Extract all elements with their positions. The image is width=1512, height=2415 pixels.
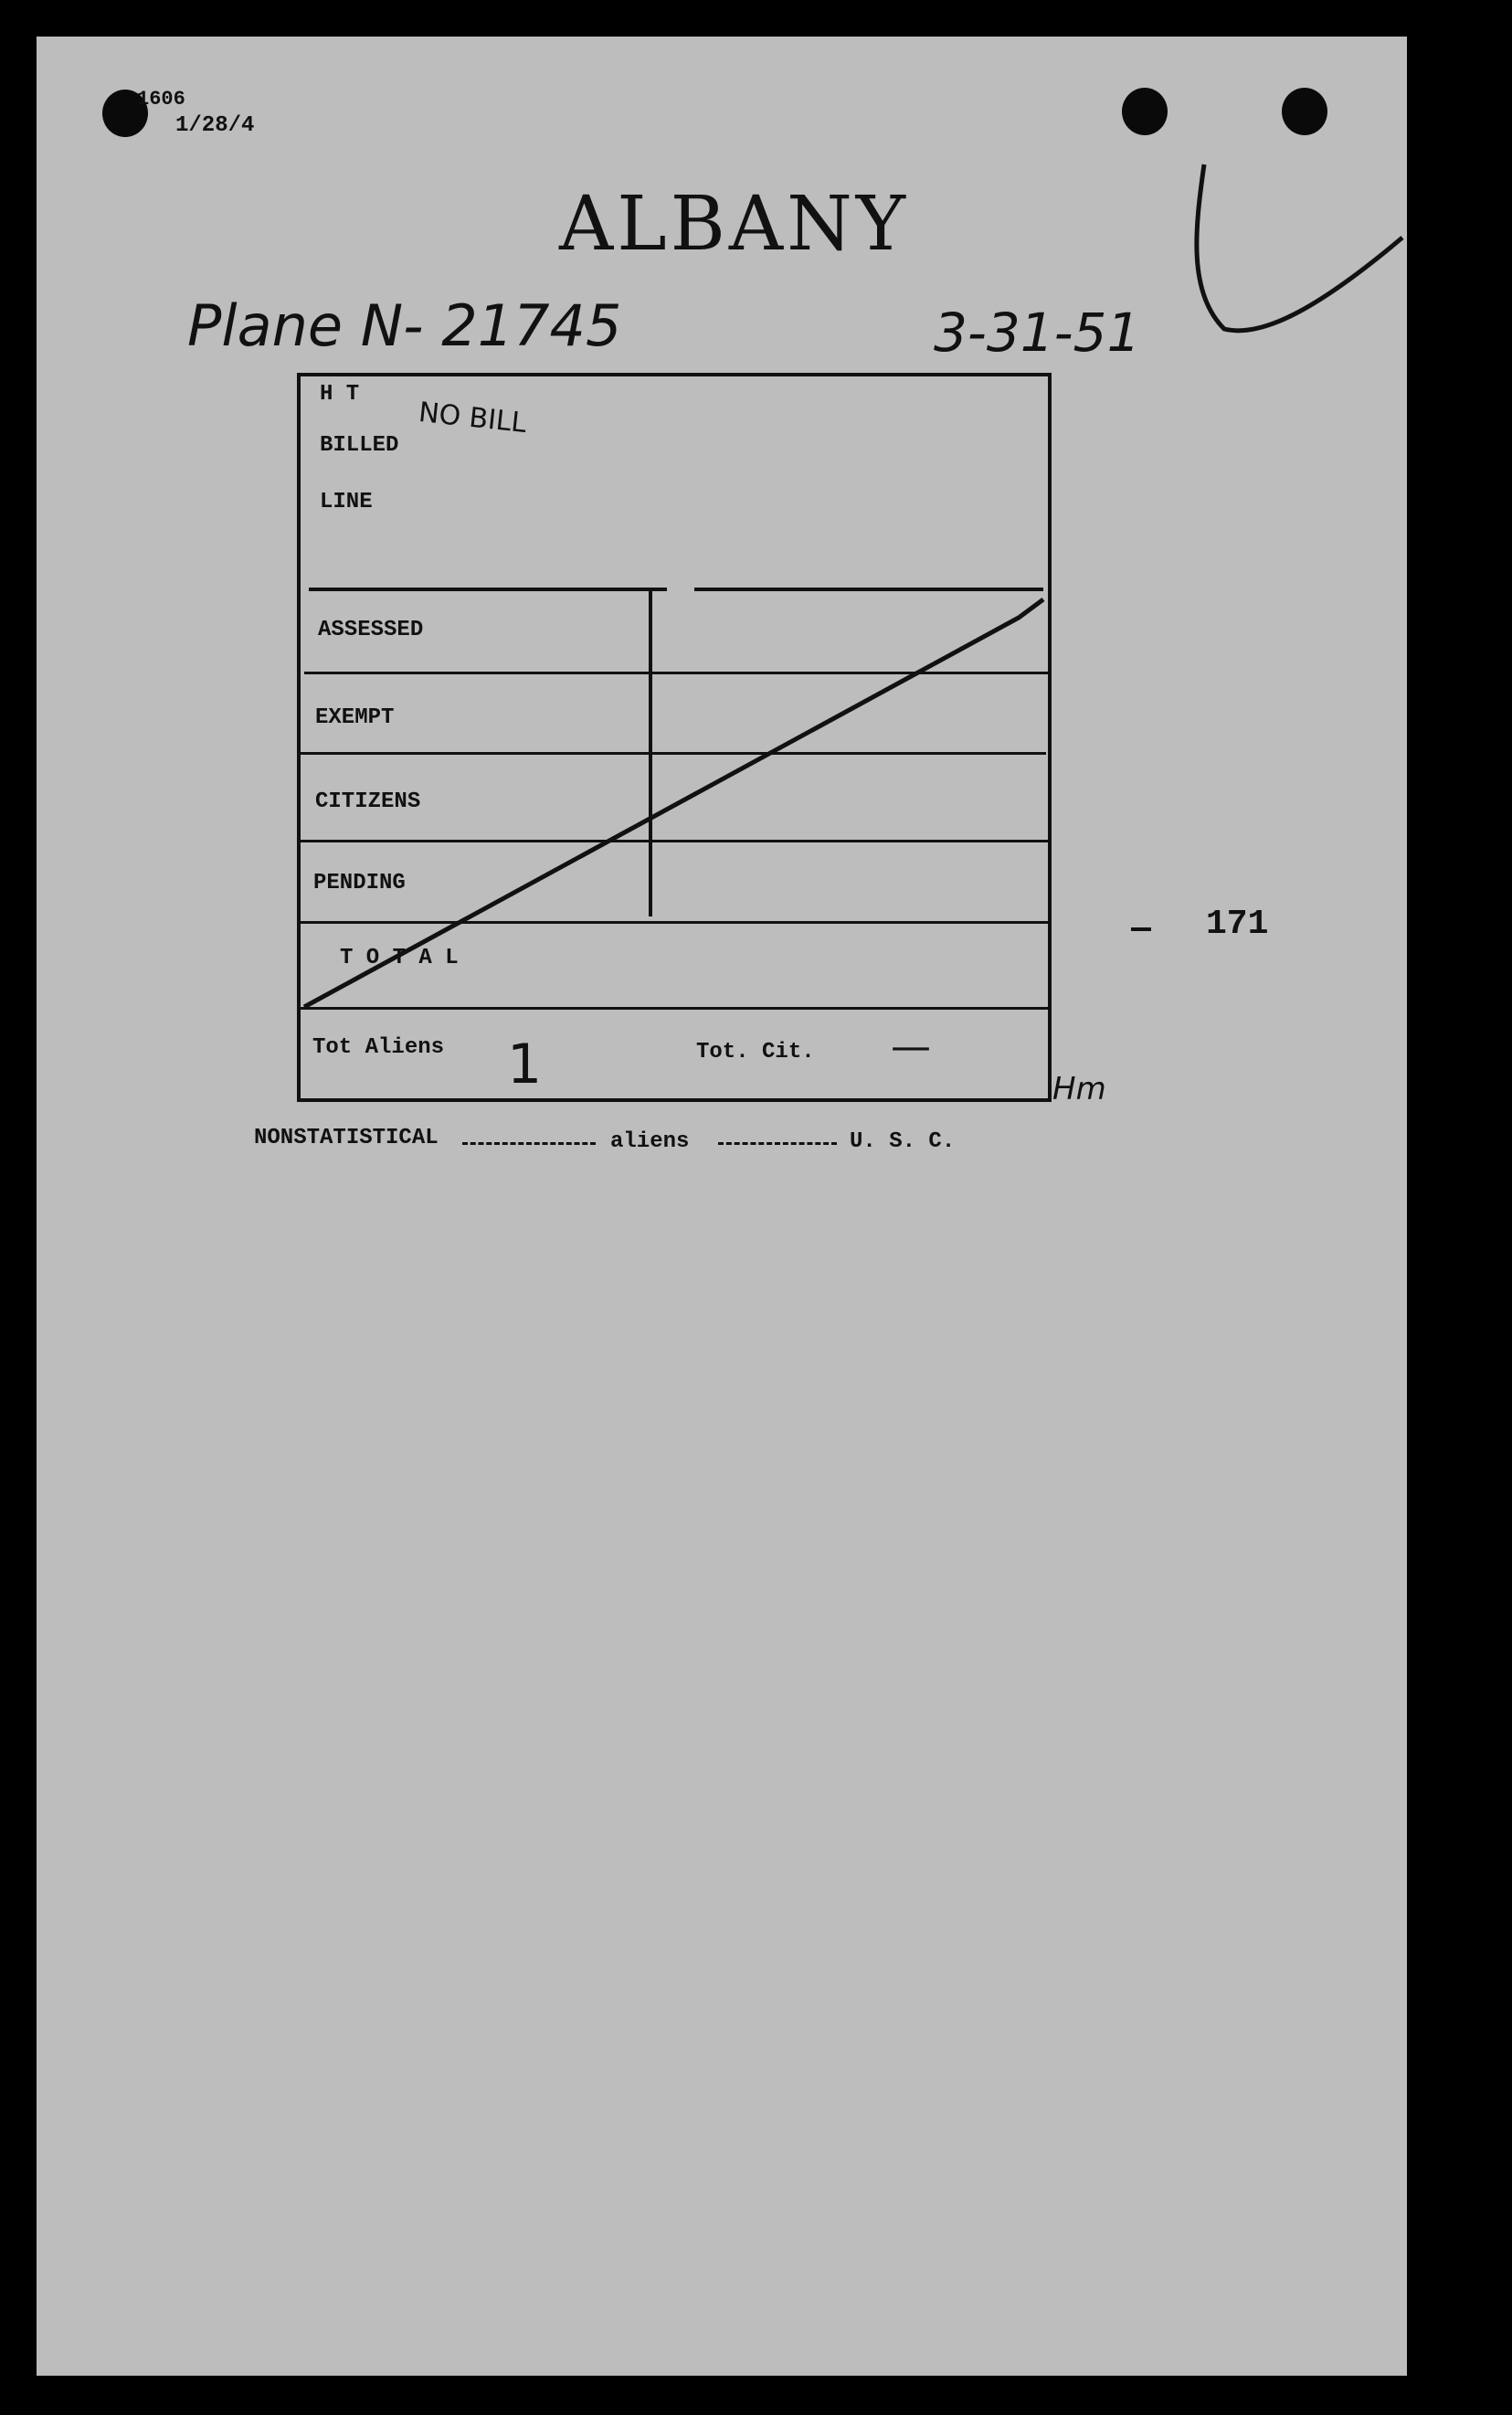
label-pending: PENDING [313,871,406,895]
label-assessed: ASSESSED [318,618,424,642]
check-mark [1179,155,1407,347]
side-dash [1131,927,1151,931]
label-aliens: aliens [610,1129,690,1154]
form-code-line1: 1606 [137,88,185,111]
punch-hole-middle [1122,88,1168,135]
date: 3-31-51 [934,302,1141,364]
label-exempt: EXEMPT [315,705,395,730]
label-billed: BILLED [320,433,399,458]
tot-cit-value: — [891,1023,931,1070]
punch-hole-right [1282,88,1327,135]
label-ht: H T [320,382,360,407]
label-usc: U. S. C. [850,1129,956,1154]
initials: Hm [1052,1071,1106,1107]
label-citizens: CITIZENS [315,789,421,814]
no-bill-stamp: NO BILL [417,396,528,440]
side-number: 171 [1206,905,1269,944]
label-tot-cit: Tot. Cit. [696,1040,815,1065]
strike-through-line [297,585,1055,1014]
label-line: LINE [320,490,373,514]
page-title: ALBANY [559,181,910,268]
tot-aliens-value: 1 [507,1033,543,1096]
label-total: T O T A L [340,946,459,970]
label-nonstatistical: NONSTATISTICAL [254,1126,439,1150]
form-code-line2: 1/28/4 [175,113,255,138]
plane-number: Plane N- 21745 [187,292,622,359]
nonstatistical-blank [462,1142,596,1145]
label-tot-aliens: Tot Aliens [312,1035,445,1060]
aliens-blank [718,1142,837,1145]
